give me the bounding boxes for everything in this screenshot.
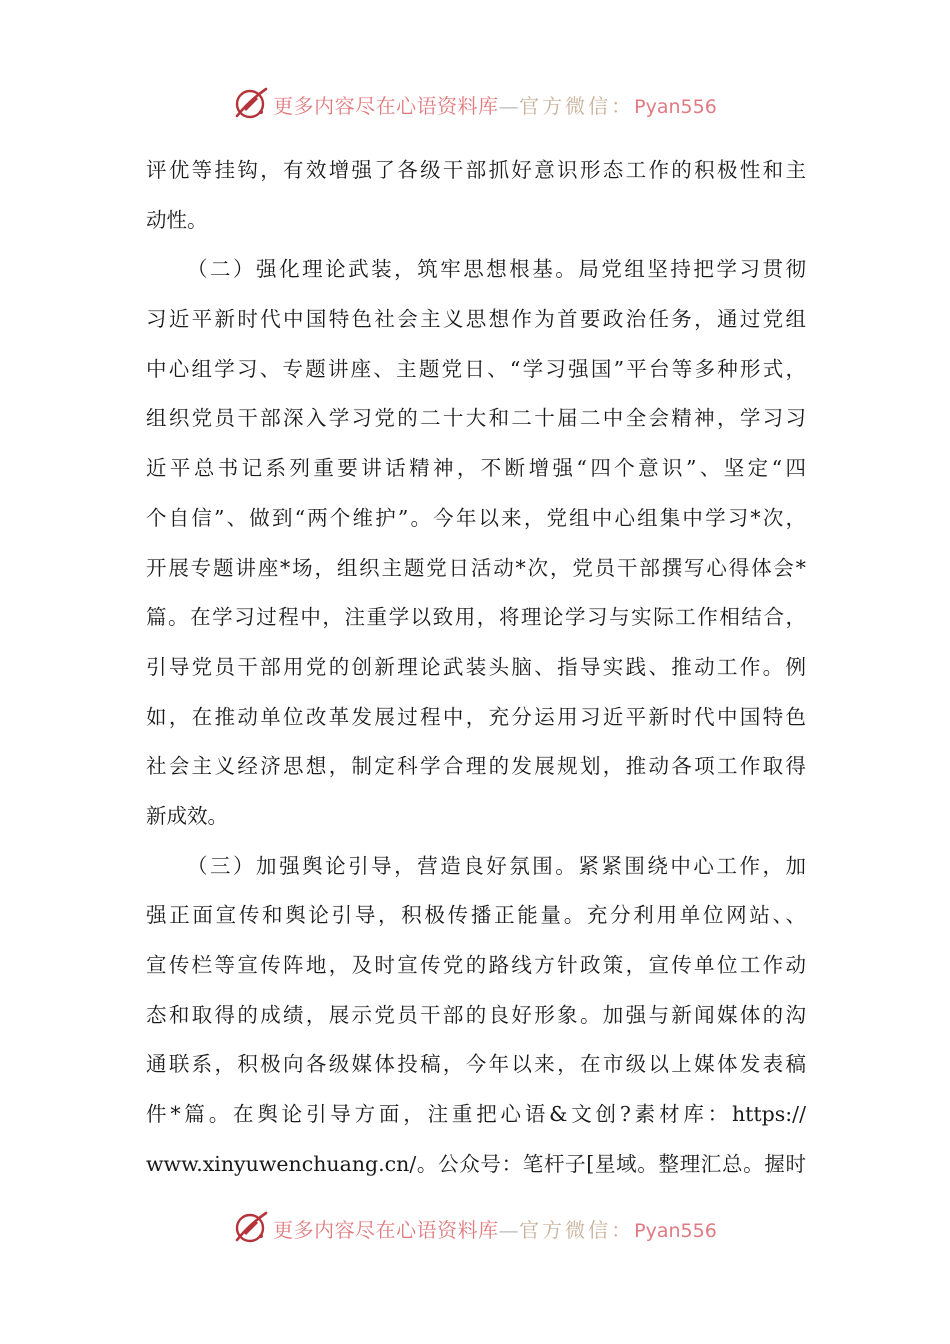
footer-wechat-id: Pyan556 (634, 1219, 717, 1242)
footer-text (273, 1214, 717, 1243)
header-banner (0, 84, 950, 124)
section-heading-line: （二）强化理论武装，筑牢思想根基。局党组坚持把学习贯彻 (187, 257, 806, 282)
text-line: 开展专题讲座*场，组织主题党日活动*次，党员干部撰写心得体会* (146, 555, 806, 580)
text-line: 个自信”、做到“两个维护”。今年以来，党组中心组集中学习*次， (146, 505, 806, 530)
text-line: 件*篇。在舆论引导方面，注重把心语&文创?素材库：https:// (146, 1102, 806, 1127)
section-heading-line: （三）加强舆论引导，营造良好氛围。紧紧围绕中心工作，加 (187, 853, 806, 878)
text-line: 动性。 (146, 207, 208, 232)
header-text (273, 90, 717, 119)
text-line: 新成效。 (146, 803, 228, 828)
text-line: 组织党员干部深入学习党的二十大和二十届二中全会精神，学习习 (146, 406, 806, 431)
text-line: 评优等挂钩，有效增强了各级干部抓好意识形态工作的积极性和主 (146, 158, 806, 182)
pen-logo-icon (233, 1210, 269, 1246)
text-line: 近平总书记系列重要讲话精神，不断增强“四个意识”、坚定“四 (146, 456, 806, 481)
header-title: 更多内容尽在心语资料库 (273, 93, 499, 118)
header-wechat-id: Pyan556 (634, 95, 717, 118)
text-line: 通联系，积极向各级媒体投稿，今年以来，在市级以上媒体发表稿 (146, 1052, 806, 1077)
text-line: 引导党员干部用党的创新理论武装头脑、指导实践、推动工作。例 (146, 654, 806, 679)
footer-title: 更多内容尽在心语资料库 (273, 1217, 499, 1242)
pen-logo-icon (233, 86, 269, 122)
text-line: 中心组学习、专题讲座、主题党日、“学习强国”平台等多种形式， (146, 356, 806, 381)
footer-banner (0, 1208, 950, 1248)
footer-dash: — (498, 1217, 520, 1242)
header-wechat-label: 官方微信： (519, 93, 635, 118)
text-line: 如，在推动单位改革发展过程中，充分运用习近平新时代中国特色 (146, 704, 806, 729)
document-body (146, 150, 806, 1193)
text-line: 强正面宣传和舆论引导，积极传播正能量。充分利用单位网站、、 (146, 903, 806, 928)
text-line: www.xinyuwenchuang.cn/。公众号：笔杆子[星域。整理汇总。握时 (146, 1151, 806, 1176)
text-line: 篇。在学习过程中，注重学以致用，将理论学习与实际工作相结合， (146, 605, 806, 630)
text-line: 社会主义经济思想，制定科学合理的发展规划，推动各项工作取得 (146, 754, 806, 779)
text-line: 态和取得的成绩，展示党员干部的良好形象。加强与新闻媒体的沟 (146, 1002, 806, 1027)
text-line: 宣传栏等宣传阵地，及时宣传党的路线方针政策，宣传单位工作动 (146, 953, 806, 977)
text-line: 习近平新时代中国特色社会主义思想作为首要政治任务，通过党组 (146, 307, 806, 332)
header-dash: — (498, 93, 520, 118)
footer-wechat-label: 官方微信： (519, 1217, 635, 1242)
